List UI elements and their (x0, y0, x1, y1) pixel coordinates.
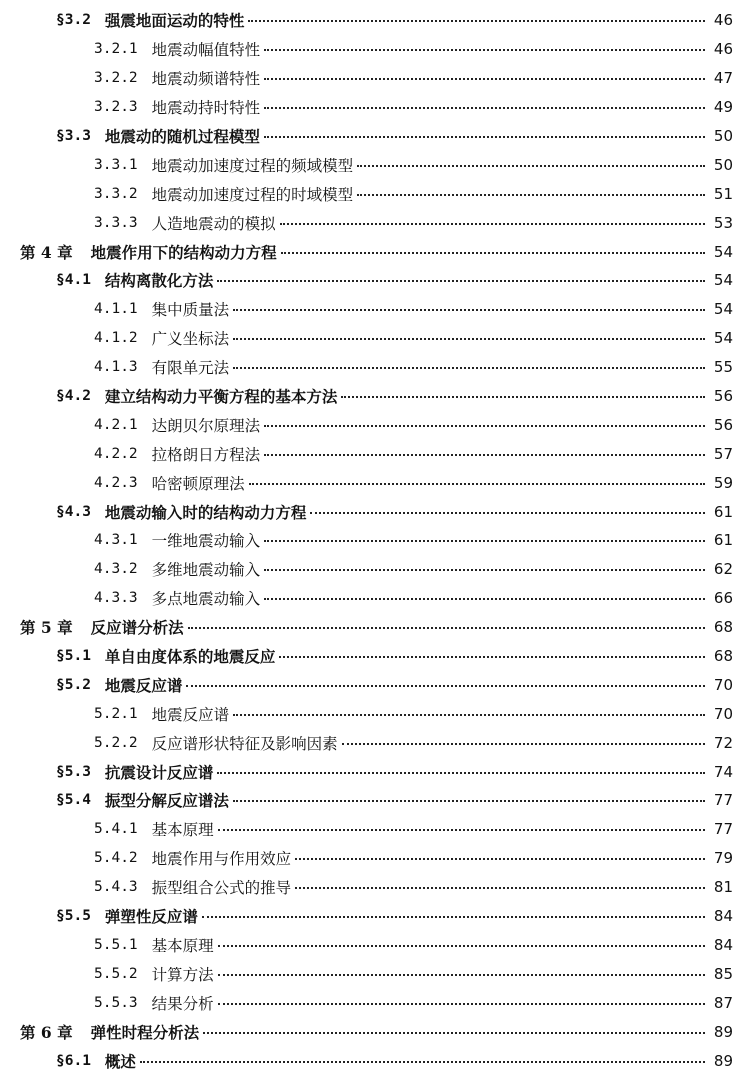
page-number: 62 (713, 560, 733, 579)
page-number: 61 (713, 531, 733, 550)
page-number: 85 (713, 964, 733, 983)
subsection-entry[interactable] (0, 699, 750, 728)
entry-number: 4.2.2 (94, 445, 138, 462)
dot-leader (218, 974, 705, 976)
page-number: 89 (713, 1051, 733, 1070)
entry-number: 5.2.1 (94, 705, 138, 722)
entry-number: 第 4 章 (20, 242, 73, 262)
section-entry[interactable] (0, 382, 750, 411)
entry-title: 一维地震动输入 (151, 532, 261, 551)
chapter-entry[interactable] (0, 237, 750, 266)
dot-leader (218, 1003, 705, 1005)
subsection-entry[interactable] (0, 353, 750, 382)
entry-number: §4.2 (56, 388, 91, 405)
page-number: 77 (713, 820, 733, 839)
entry-number: 3.3.2 (94, 185, 138, 202)
page-number: 59 (713, 473, 733, 492)
page-number: 50 (713, 155, 733, 174)
subsection-entry[interactable] (0, 35, 750, 64)
section-entry[interactable] (0, 266, 750, 295)
entry-number: §4.1 (56, 272, 91, 289)
entry-number: 5.5.1 (94, 936, 138, 953)
entry-number: 4.3.3 (94, 590, 138, 607)
subsection-entry[interactable] (0, 64, 750, 93)
entry-number: §3.3 (56, 128, 91, 144)
entry-title: 计算方法 (151, 965, 214, 984)
section-entry[interactable] (0, 642, 750, 671)
page-number: 79 (713, 849, 733, 868)
page-number: 53 (713, 213, 733, 232)
dot-leader (295, 887, 705, 889)
dot-leader (280, 223, 705, 225)
entry-title: 基本原理 (151, 821, 214, 840)
subsection-entry[interactable] (0, 584, 750, 613)
entry-number: §5.4 (56, 792, 91, 809)
dot-leader (249, 483, 705, 485)
dot-leader (264, 454, 705, 456)
dot-leader (217, 280, 705, 282)
dot-leader (233, 309, 705, 311)
entry-number: 第 5 章 (20, 618, 73, 638)
page-number: 66 (713, 589, 733, 608)
subsection-entry[interactable] (0, 728, 750, 757)
entry-number: §6.1 (56, 1052, 91, 1069)
page-number: 54 (713, 329, 733, 348)
section-entry[interactable] (0, 6, 750, 35)
entry-number: 4.1.2 (94, 330, 138, 347)
entry-title: 广义坐标法 (151, 330, 230, 349)
section-entry[interactable] (0, 122, 750, 151)
page-number: 54 (713, 271, 733, 290)
entry-title: 人造地震动的模拟 (151, 214, 276, 233)
entry-title: 强震地面运动的特性 (104, 11, 245, 31)
entry-number: 5.4.2 (94, 850, 138, 867)
subsection-entry[interactable] (0, 179, 750, 208)
page-number: 56 (713, 415, 733, 434)
dot-leader (233, 800, 705, 802)
page-number: 54 (713, 300, 733, 319)
dot-leader (233, 338, 705, 340)
subsection-entry[interactable] (0, 324, 750, 353)
page-number: 55 (713, 358, 733, 377)
subsection-entry[interactable] (0, 959, 750, 988)
entry-title: 抗震设计反应谱 (104, 762, 214, 782)
entry-title: 建立结构动力平衡方程的基本方法 (104, 387, 338, 407)
subsection-entry[interactable] (0, 526, 750, 555)
entry-title: 拉格朗日方程法 (151, 445, 261, 464)
entry-number: 4.3.1 (94, 532, 138, 549)
entry-number: 5.4.1 (94, 821, 138, 838)
subsection-entry[interactable] (0, 815, 750, 844)
subsection-entry[interactable] (0, 931, 750, 960)
entry-number: 5.2.2 (94, 734, 138, 751)
dot-leader (202, 916, 705, 918)
chapter-entry[interactable] (0, 1017, 750, 1046)
entry-title: 地震反应谱 (104, 675, 183, 695)
dot-leader (264, 107, 705, 109)
entry-title: 哈密顿原理法 (151, 474, 245, 493)
entry-title: 反应谱分析法 (90, 618, 184, 638)
entry-number: 4.1.1 (94, 301, 138, 318)
page-number: 81 (713, 878, 733, 897)
page-number: 74 (713, 762, 733, 781)
entry-number: §5.3 (56, 763, 91, 780)
page-number: 68 (713, 647, 733, 666)
subsection-entry[interactable] (0, 150, 750, 179)
section-entry[interactable] (0, 497, 750, 526)
section-entry[interactable] (0, 670, 750, 699)
entry-title: 地震动持时特性 (151, 99, 261, 118)
section-entry[interactable] (0, 1046, 750, 1075)
entry-title: 弹塑性反应谱 (104, 907, 198, 927)
page-number: 49 (713, 98, 733, 117)
dot-leader (264, 49, 705, 51)
page-number: 54 (713, 242, 733, 261)
dot-leader (264, 540, 705, 542)
dot-leader (203, 1032, 705, 1034)
dot-leader (342, 743, 705, 745)
entry-title: 集中质量法 (151, 301, 230, 320)
page-number: 70 (713, 704, 733, 723)
subsection-entry[interactable] (0, 93, 750, 122)
entry-title: 概述 (104, 1051, 136, 1071)
entry-number: 5.5.3 (94, 994, 138, 1011)
subsection-entry[interactable] (0, 555, 750, 584)
entry-number: 3.2.1 (94, 41, 138, 58)
entry-title: 地震动加速度过程的频域模型 (151, 156, 354, 175)
entry-title: 有限单元法 (151, 359, 230, 378)
page-number: 51 (713, 184, 733, 203)
subsection-entry[interactable] (0, 844, 750, 873)
entry-title: 地震动的随机过程模型 (104, 127, 260, 146)
section-entry[interactable] (0, 786, 750, 815)
entry-number: 3.2.2 (94, 70, 138, 87)
page-number: 89 (713, 1022, 733, 1041)
dot-leader (264, 598, 705, 600)
entry-number: 5.5.2 (94, 965, 138, 982)
entry-title: 多点地震动输入 (151, 590, 261, 609)
entry-title: 单自由度体系的地震反应 (104, 647, 276, 667)
entry-title: 多维地震动输入 (151, 561, 261, 580)
dot-leader (186, 685, 705, 687)
entry-number: 4.1.3 (94, 359, 138, 376)
dot-leader (233, 714, 705, 716)
entry-number: 3.3.1 (94, 156, 138, 173)
page-number: 68 (713, 618, 733, 637)
page-number: 70 (713, 675, 733, 694)
chapter-entry[interactable] (0, 613, 750, 642)
page-number: 87 (713, 993, 733, 1012)
entry-title: 地震作用下的结构动力方程 (90, 242, 277, 262)
page-number: 46 (713, 40, 733, 59)
dot-leader (341, 396, 705, 398)
dot-leader (233, 367, 705, 369)
entry-number: 3.2.3 (94, 99, 138, 116)
entry-number: §5.2 (56, 676, 91, 693)
page-number: 57 (713, 444, 733, 463)
entry-title: 结果分析 (151, 994, 214, 1013)
dot-leader (188, 627, 705, 629)
dot-leader (264, 78, 705, 80)
entry-title: 地震动幅值特性 (151, 41, 261, 60)
entry-title: 地震反应谱 (151, 705, 230, 724)
entry-title: 地震动输入时的结构动力方程 (104, 502, 307, 522)
dot-leader (295, 858, 705, 860)
entry-number: 4.2.3 (94, 474, 138, 491)
subsection-entry[interactable] (0, 988, 750, 1017)
dot-leader (248, 20, 705, 22)
entry-number: §4.3 (56, 503, 91, 520)
dot-leader (264, 136, 705, 138)
entry-title: 地震动加速度过程的时域模型 (151, 185, 354, 204)
section-entry[interactable] (0, 902, 750, 931)
dot-leader (357, 165, 705, 167)
subsection-entry[interactable] (0, 873, 750, 902)
entry-number: §5.1 (56, 648, 91, 665)
subsection-entry[interactable] (0, 468, 750, 497)
entry-title: 弹性时程分析法 (90, 1022, 200, 1042)
entry-title: 达朗贝尔原理法 (151, 416, 261, 435)
page-number: 50 (713, 127, 733, 145)
section-entry[interactable] (0, 757, 750, 786)
dot-leader (279, 656, 705, 658)
page-number: 84 (713, 935, 733, 954)
page-number: 77 (713, 791, 733, 810)
entry-number: 5.4.3 (94, 879, 138, 896)
dot-leader (281, 252, 705, 254)
page-number: 46 (713, 11, 733, 30)
dot-leader (218, 829, 705, 831)
entry-title: 反应谱形状特征及影响因素 (151, 734, 338, 753)
entry-title: 地震动频谱特性 (151, 70, 261, 89)
dot-leader (357, 194, 705, 196)
entry-title: 振型分解反应谱法 (104, 791, 229, 811)
entry-number: 第 6 章 (20, 1022, 73, 1042)
subsection-entry[interactable] (0, 208, 750, 237)
entry-number: 3.3.3 (94, 214, 138, 231)
dot-leader (310, 512, 705, 514)
page-number: 47 (713, 69, 733, 88)
dot-leader (217, 772, 705, 774)
page-number: 61 (713, 502, 733, 521)
entry-number: §5.5 (56, 908, 91, 925)
dot-leader (264, 425, 705, 427)
dot-leader (140, 1061, 705, 1063)
subsection-entry[interactable] (0, 295, 750, 324)
entry-title: 振型组合公式的推导 (151, 879, 292, 898)
entry-title: 基本原理 (151, 936, 214, 955)
entry-title: 地震作用与作用效应 (151, 850, 292, 869)
entry-title: 结构离散化方法 (104, 271, 214, 291)
page-number: 56 (713, 387, 733, 406)
dot-leader (218, 945, 705, 947)
entry-number: 4.2.1 (94, 416, 138, 433)
page-number: 84 (713, 907, 733, 926)
subsection-entry[interactable] (0, 439, 750, 468)
page-number: 72 (713, 733, 733, 752)
dot-leader (264, 569, 705, 571)
table-of-contents (0, 6, 750, 1075)
entry-number: §3.2 (56, 12, 91, 29)
subsection-entry[interactable] (0, 410, 750, 439)
entry-number: 4.3.2 (94, 561, 138, 578)
